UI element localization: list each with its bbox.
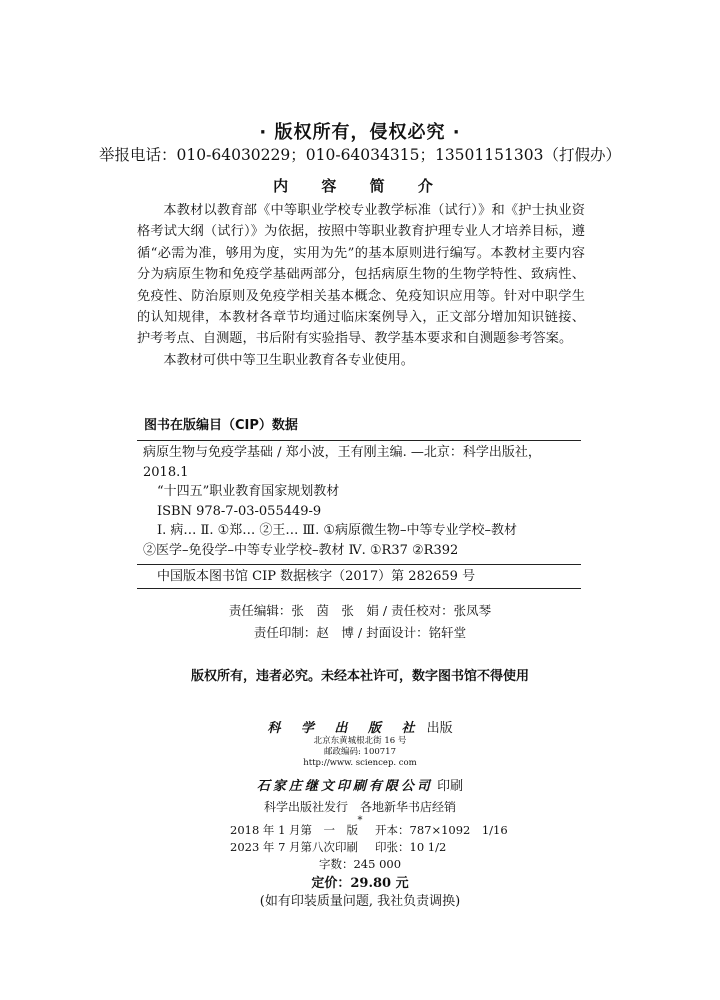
publisher-line <box>0 717 720 736</box>
book-format: 开本：787×1092 1/16 <box>375 823 508 837</box>
printer-suffix: 印刷 <box>437 779 464 794</box>
cip-line-series: “十四五”职业教育国家规划教材 <box>157 484 340 500</box>
cip-separator <box>137 564 581 565</box>
printer-line <box>0 775 720 794</box>
publisher-address: 北京东黄城根北街 16 号 <box>313 736 407 746</box>
printing-info: 2023 年 7 月第八次印刷 <box>230 840 359 854</box>
quality-notice: (如有印装质量问题, 我社负责调换) <box>259 894 461 909</box>
distribution-line: 科学出版社发行 各地新华书店经销 <box>263 800 456 814</box>
edition-row-1 <box>230 822 530 839</box>
cip-line-number: 中国版本图书馆 CIP 数据核字（2017）第 282659 号 <box>157 568 476 584</box>
copyright-header: · 版权所有，侵权必究 · <box>259 122 461 143</box>
report-phone-line: 举报电话：010-64030229；010-64034315；13501151303（打假办） <box>99 146 621 164</box>
summary-paragraph-2: 本教材可供中等卫生职业教育各专业使用。 <box>163 352 414 368</box>
credits-editors: 责任编辑：张 茵 张 娟 / 责任校对：张凤琴 <box>228 603 492 618</box>
publisher-logo: 科 学 出 版 社 <box>267 721 423 736</box>
cip-line-date: 2018.1 <box>143 464 189 480</box>
credits <box>0 600 720 644</box>
cip-line-title: 病原生物与免疫学基础 / 郑小波，王有刚主编. —北京：科学出版社， <box>143 445 541 460</box>
edition-row-2 <box>230 839 530 856</box>
summary-paragraph-1: 本教材以教育部《中等职业学校专业教学标准（试行）》和《护士执业资格考试大纲（试行）》为依据，按照中等职业教育护理专业人才培养目标，遵循“必需为准，够用为度，实用为先”的基本原则进行编写。本教材主要内容分为病原生物和免疫学基础两部分，包括病原生物的生物学特性、致病性、免疫性、防治原则及免疫学相关基本概念、免疫知识应用等。针对中职学生的认知规律，本教材各章节均通过临床案例导入，正文部分增加知识链接、护考考点、自测题，书后附有实验指导、教学基本要求和自测题参考答案。 <box>137 203 585 347</box>
publisher-website: http://www. sciencep. com <box>303 758 417 768</box>
edition-info <box>230 822 530 856</box>
cip-line-classification: ②医学–免役学–中等专业学校–教材 Ⅳ. ①R37 ②R392 <box>143 542 459 558</box>
cip-data-box <box>137 440 581 589</box>
summary-body <box>137 200 585 371</box>
cip-title: 图书在版编目（CIP）数据 <box>144 418 298 433</box>
rights-notice: 版权所有，违者必究。未经本社许可，数字图书馆不得使用 <box>190 669 529 684</box>
price: 定价：29.80 元 <box>311 876 409 891</box>
star-divider: * <box>357 815 363 826</box>
word-count: 字数：245 000 <box>318 857 402 871</box>
imprint <box>0 717 720 827</box>
publisher-suffix: 出版 <box>426 721 453 736</box>
first-edition: 2018 年 1 月第 一 版 <box>230 823 359 837</box>
cip-line-isbn: ISBN 978-7-03-055449-9 <box>157 503 322 519</box>
summary-title: 内 容 简 介 <box>273 177 447 195</box>
credits-production: 责任印制：赵 博 / 封面设计：铭轩堂 <box>253 625 467 640</box>
publisher-postcode: 邮政编码: 100717 <box>323 747 396 757</box>
sheet-count: 印张：10 1/2 <box>375 840 447 854</box>
printer-logo: 石家庄继文印刷有限公司 <box>256 779 433 794</box>
cip-line-subjects: Ⅰ. 病… Ⅱ. ①郑… ②王… Ⅲ. ①病原微生物–中等专业学校–教材 <box>157 523 518 539</box>
